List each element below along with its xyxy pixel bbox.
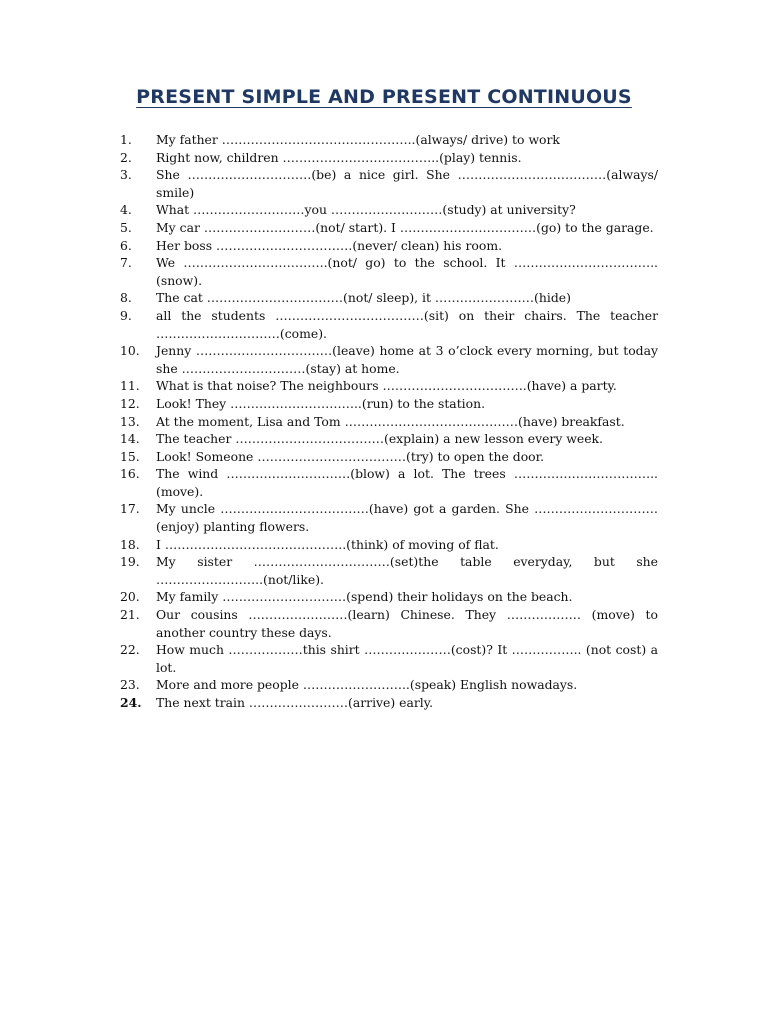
item-number: 1. <box>120 132 132 147</box>
item-number: 9. <box>120 307 132 323</box>
item-number: 19. <box>120 554 140 570</box>
item-text: Look! They …………………………..(run) to the station. <box>156 395 486 411</box>
item-text: The cat ……………………………(not/ sleep), it ……………………(hide) <box>156 290 571 306</box>
list-item <box>120 201 658 219</box>
item-number: 12. <box>120 395 140 411</box>
item-number: 15. <box>120 448 140 464</box>
item-number: 4. <box>120 202 132 218</box>
item-number: 22. <box>120 642 140 658</box>
item-number: 17. <box>120 501 140 517</box>
item-text: Look! Someone ………………………………(try) to open the door. <box>156 448 545 464</box>
item-number: 18. <box>120 536 140 552</box>
item-text: I ……………………………………..(think) of moving of flat. <box>156 536 499 552</box>
item-text: all the students ………………………………(sit) on their chairs. The teacher …………………………(come). <box>156 307 658 341</box>
list-item <box>120 694 658 712</box>
list-item <box>120 536 658 554</box>
item-text: More and more people ……………………..(speak) English nowadays. <box>156 677 578 693</box>
list-item <box>120 395 658 413</box>
item-number: 14. <box>120 431 140 447</box>
list-item <box>120 237 658 255</box>
list-item <box>120 448 658 466</box>
list-item <box>120 465 658 500</box>
item-number: 3. <box>120 167 132 183</box>
item-text: At the moment, Lisa and Tom ……………………………………(have) breakfast. <box>156 413 625 429</box>
item-text: My father ………………………………………..(always/ drive) to work <box>156 132 560 147</box>
item-text: Our cousins ……………………(learn) Chinese. They ……………… (move) to another country these days. <box>156 607 658 640</box>
list-item <box>120 131 658 149</box>
item-text: My uncle ………………………………(have) got a garden. She …………………………(enjoy) planting flowers. <box>156 501 658 535</box>
list-item <box>120 676 658 694</box>
item-text: The teacher ………………………………(explain) a new lesson every week. <box>156 431 603 447</box>
item-text: Right now, children ………………………………..(play) tennis. <box>156 149 522 165</box>
list-item <box>120 588 658 606</box>
item-number: 11. <box>120 378 140 394</box>
item-number: 20. <box>120 589 140 605</box>
item-number: 7. <box>120 255 132 271</box>
list-item <box>120 500 658 535</box>
item-number: 24. <box>120 695 142 710</box>
list-item <box>120 413 658 431</box>
list-item <box>120 641 658 676</box>
item-number: 16. <box>120 466 140 482</box>
item-text: What ………………………you ………………………(study) at university? <box>156 202 576 218</box>
item-text: Jenny ……………………………(leave) home at 3 o’clock every morning, but today she …………………………(stay) at home. <box>156 343 658 376</box>
list-item <box>120 149 658 167</box>
list-item <box>120 377 658 395</box>
list-item <box>120 430 658 448</box>
list-item <box>120 219 658 237</box>
page-title: PRESENT SIMPLE AND PRESENT CONTINUOUS <box>136 86 632 108</box>
list-item <box>120 254 658 289</box>
exercise-list <box>120 131 658 712</box>
list-item <box>120 307 658 342</box>
list-item <box>120 606 658 641</box>
list-item <box>120 166 658 201</box>
item-text: We ……………………………..(not/ go) to the school. It ……………………………..(snow). <box>156 255 658 288</box>
item-number: 21. <box>120 607 140 623</box>
item-number: 5. <box>120 219 132 235</box>
item-text: The next train ……………………(arrive) early. <box>156 695 434 710</box>
item-text: My car ………………………(not/ start). I ……………………………(go) to the garage. <box>156 219 654 235</box>
item-text: Her boss ……………………………(never/ clean) his room. <box>156 237 503 253</box>
item-text: What is that noise? The neighbours ……………………………..(have) a party. <box>156 378 617 394</box>
item-text: My family …………………………(spend) their holidays on the beach. <box>156 589 573 605</box>
item-text: The wind …………………………(blow) a lot. The trees ……………………………..(move). <box>156 466 658 499</box>
item-number: 13. <box>120 413 140 429</box>
item-text: She …………………………(be) a nice girl. She ………………………………(always/ smile) <box>156 167 658 200</box>
item-number: 23. <box>120 677 140 693</box>
item-text: How much ………………this shirt …………………(cost)? It …………….. (not cost) a lot. <box>156 642 658 675</box>
list-item <box>120 553 658 588</box>
item-number: 10. <box>120 343 140 359</box>
list-item <box>120 289 658 307</box>
item-number: 6. <box>120 237 132 253</box>
list-item <box>120 342 658 377</box>
item-text: My sister ……………………………(set)the table everyday, but she ……………………..(not/like). <box>156 554 658 587</box>
item-number: 2. <box>120 149 132 165</box>
item-number: 8. <box>120 290 132 306</box>
